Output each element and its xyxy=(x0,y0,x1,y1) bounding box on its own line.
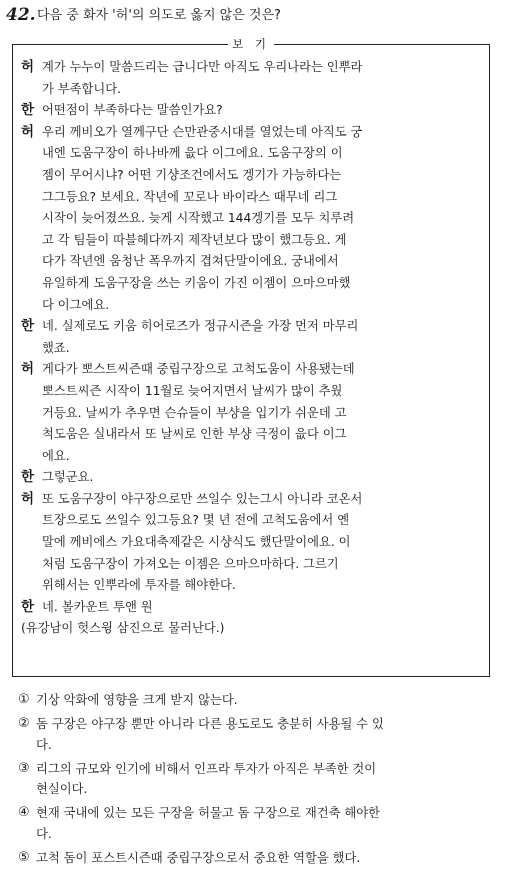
dialogue-turn xyxy=(21,467,486,489)
choice-number: ④ xyxy=(18,805,30,821)
utterance-line: 척도움은 실내라서 또 날씨로 인한 부샹 극정이 읎다 이그 xyxy=(42,427,347,442)
utterance-line: 뽀스트씨즌 시작이 11월로 늦어지면서 날씨가 많이 추웠 xyxy=(42,383,343,398)
utterance-line: 계가 누누이 말씀드리는 급니다만 아직도 우리나라는 인뿌라 xyxy=(42,60,363,74)
answer-choice[interactable] xyxy=(18,690,488,711)
utterance-line: 그그등요? 보세요. 작년에 꼬로나 바이라스 때무네 리그 xyxy=(42,189,338,204)
utterance-line: 젬이 무어시냐? 어떤 기샹조건에서도 겡기가 가능하다는 xyxy=(42,167,342,182)
reference-box xyxy=(12,37,490,677)
utterance-line: 게다가 뽀스트씨즌때 중립구장으로 고척도움이 사용됐는데 xyxy=(42,362,355,377)
dialogue-turn xyxy=(21,57,486,100)
utterance-line: 어떤점이 부족하다는 말씀인가요? xyxy=(42,103,223,118)
utterance-line: 에요. xyxy=(42,448,70,463)
utterance-line: 또 도움구장이 야구장으로만 쓰일수 있는그시 아니라 코온서 xyxy=(42,491,363,506)
dialogue xyxy=(21,57,486,640)
dialogue-turn xyxy=(21,489,486,597)
utterance-line: 위해서는 인뿌라에 투자를 해야한다. xyxy=(42,578,236,593)
utterance-line: 시작이 늦어졌쓰요. 늦게 시작했고 144겡기를 모두 치루려 xyxy=(42,211,355,226)
dialogue-turn xyxy=(21,316,486,359)
speaker-label: 허 xyxy=(21,123,35,140)
speaker-label: 허 xyxy=(21,59,35,75)
speaker-label: 한 xyxy=(21,469,35,486)
utterance-line: 네. 볼카운트 투앤 원 xyxy=(42,599,153,614)
dialogue-turn xyxy=(21,100,486,122)
utterance-line: 트장으로도 쓰일수 있그등요? 몇 년 전에 고척도움에서 옌 xyxy=(42,513,350,528)
question-number: 42. xyxy=(6,5,36,25)
dialogue-turn xyxy=(21,359,486,467)
choice-text-line: 현실이다. xyxy=(36,782,88,797)
speaker-label: 한 xyxy=(21,318,35,335)
utterance-line: 우리 께비오가 열께구단 슨만관중시대를 열었는데 아직도 궁 xyxy=(42,124,363,139)
speaker-label: 한 xyxy=(21,102,35,119)
utterance-line: 했죠. xyxy=(42,340,70,355)
speaker-label: 허 xyxy=(21,361,35,378)
answer-choice[interactable] xyxy=(18,803,488,844)
utterance-line: 유일하게 도움구장을 쓰는 키움이 가진 이젬이 으마으마했 xyxy=(42,275,351,290)
utterance-line: 처럼 도움구장이 가져오는 이젬은 으마으마하다. 그르기 xyxy=(42,556,339,571)
utterance-line: 다 이그에요. xyxy=(42,297,110,312)
utterance-line: 네. 실제로도 키움 히어로즈가 정규시즌을 가장 먼저 마무리 xyxy=(42,319,359,334)
reference-box-title: 보 기 xyxy=(228,37,274,51)
choice-number: ① xyxy=(18,692,30,707)
utterance-line: 내엔 도움구장이 하나바께 읎다 이그에요. 도움구장의 이 xyxy=(42,146,343,161)
utterance-line: 말에 께비에스 가요대축제같은 시샹식도 했단말이에요. 이 xyxy=(42,535,351,550)
choice-number: ② xyxy=(18,716,30,732)
utterance-line: 다가 작년엔 움청난 폭우까지 겹쳐단말이에요. 궁내에서 xyxy=(42,254,339,269)
choice-text-line: 고척 돔이 포스트시즌때 중립구장으로서 중요한 역할을 했다. xyxy=(36,851,361,866)
choice-text-line: 현재 국내에 있는 모든 구장을 허물고 돔 구장으로 재건축 해야한 xyxy=(36,806,381,821)
narration-text: (유강남이 헛스윙 삼진으로 물러난다.) xyxy=(21,621,225,636)
choice-number: ⑤ xyxy=(18,850,30,866)
answer-choice[interactable] xyxy=(18,714,488,755)
choice-text-line: 기상 악화에 영향을 크게 받지 않는다. xyxy=(36,693,238,707)
choice-text-line: 다. xyxy=(36,827,52,842)
question-prompt: 다음 중 화자 '허'의 의도로 옳지 않은 것은? xyxy=(37,8,281,23)
dialogue-turn xyxy=(21,597,486,619)
answer-choice[interactable] xyxy=(18,759,488,800)
choice-number: ③ xyxy=(18,760,30,776)
utterance-line: 거등요. 날씨가 추우면 슨슈들이 부샹을 입기가 쉬운데 고 xyxy=(42,405,347,420)
speaker-label: 한 xyxy=(21,598,35,615)
answer-choices xyxy=(18,690,488,872)
utterance-line: 가 부족합니다. xyxy=(42,81,122,96)
utterance-line: 고 각 팀들이 따블헤다까지 제작년보다 많이 했그등요. 게 xyxy=(42,232,347,247)
choice-text-line: 리그의 규모와 인기에 비해서 인프라 투자가 아직은 부족한 것이 xyxy=(36,761,377,776)
dialogue-turn xyxy=(21,122,486,316)
answer-choice[interactable] xyxy=(18,848,488,869)
utterance-line: 그렇군요. xyxy=(42,470,94,485)
question-header xyxy=(6,6,506,28)
speaker-label: 허 xyxy=(21,490,35,507)
choice-text-line: 돔 구장은 야구장 뿐만 아니라 다른 용도로도 충분히 사용될 수 있 xyxy=(36,717,384,732)
choice-text-line: 다. xyxy=(36,737,52,752)
